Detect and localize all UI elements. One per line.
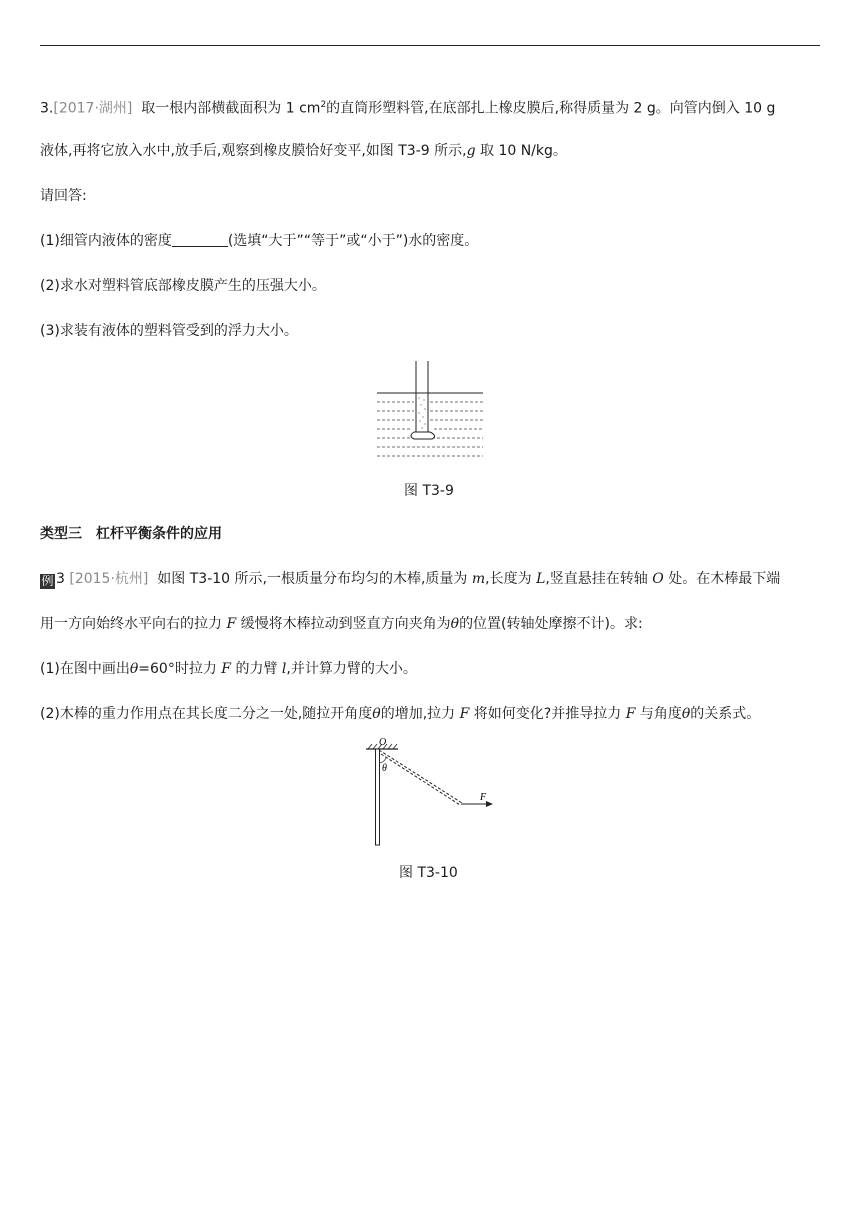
problem3-line2 — [40, 142, 567, 160]
figure-t3-9 — [370, 356, 490, 464]
q1-text: 的力臂 — [231, 661, 282, 677]
answer-blank[interactable] — [172, 232, 228, 247]
symbol-L: L — [536, 571, 546, 587]
figure-caption: 图 T3-10 — [399, 865, 458, 881]
rod-vertical — [376, 749, 380, 845]
rod-dashed — [379, 750, 462, 805]
q2-text: 的增加,拉力 — [380, 706, 460, 722]
label-O: O — [379, 737, 387, 748]
section-title: 类型三 杠杆平衡条件的应用 — [40, 526, 222, 542]
problem-number: 3. — [40, 100, 54, 117]
example-badge: 例 — [41, 574, 54, 588]
symbol-m: m — [471, 571, 486, 587]
example3-line1 — [40, 570, 780, 589]
example3-text: 缓慢将木棒拉动到竖直方向夹角为 — [236, 616, 451, 632]
q1-text: ,并计算力臂的大小。 — [286, 661, 417, 677]
q2-text: 的关系式。 — [690, 706, 761, 722]
example3-text: ,长度为 — [485, 571, 537, 587]
symbol-O: O — [652, 571, 664, 587]
problem3-q2: (2)求水对塑料管底部橡皮膜产生的压强大小。 — [40, 278, 326, 294]
problem3-q1 — [40, 232, 478, 250]
superscript: 2 — [320, 100, 327, 110]
symbol-theta: θ — [372, 706, 381, 722]
problem-source: [2017·湖州] — [53, 100, 133, 117]
problem3-q3: (3)求装有液体的塑料管受到的浮力大小。 — [40, 323, 298, 339]
figure-t3-10 — [360, 733, 505, 848]
problem3-text: 液体,再将它放入水中,放手后,观察到橡皮膜恰好变平,如图 T3-9 所示, — [40, 143, 467, 159]
q1-text: (1)在图中画出 — [40, 661, 130, 677]
example3-text: 的位置(转轴处摩擦不计)。求: — [459, 616, 643, 632]
problem3-prompt: 请回答: — [40, 188, 87, 204]
figure-caption: 图 T3-9 — [404, 483, 454, 499]
example3-text: ,竖直悬挂在转轴 — [545, 571, 653, 587]
label-theta: θ — [382, 763, 387, 774]
example3-line2 — [40, 615, 643, 633]
symbol-F: F — [221, 661, 231, 677]
q2-text: (2)木棒的重力作用点在其长度二分之一处,随拉开角度 — [40, 706, 373, 722]
arrowhead-icon — [486, 801, 493, 807]
q1-text: =60°时拉力 — [138, 661, 222, 677]
symbol-F: F — [459, 706, 470, 722]
symbol-g: g — [466, 143, 476, 159]
example-number: 3 — [56, 571, 65, 587]
label-F: F — [480, 792, 487, 803]
problem3-text: 取 10 N/kg。 — [475, 143, 567, 159]
example3-text: 如图 T3-10 所示,一根质量分布均匀的木棒,质量为 — [157, 571, 472, 587]
example-source: [2015·杭州] — [69, 571, 149, 587]
problem3-text: 取一根内部横截面积为 1 cm — [141, 100, 321, 117]
header-rule — [40, 45, 820, 46]
symbol-F: F — [226, 616, 237, 632]
symbol-l: l — [281, 661, 287, 677]
q1-text: (选填“大于”“等于”或“小于”)水的密度。 — [227, 233, 479, 249]
symbol-theta: θ — [681, 706, 691, 722]
example3-q2 — [40, 705, 760, 723]
symbol-F: F — [625, 706, 636, 722]
problem3-line1 — [40, 96, 775, 118]
q2-text: 将如何变化?并推导拉力 — [469, 706, 626, 722]
q1-text: (1)细管内液体的密度 — [40, 233, 172, 249]
example3-q1 — [40, 660, 417, 678]
symbol-theta: θ — [450, 616, 460, 632]
example3-text: 用一方向始终水平向右的拉力 — [40, 616, 227, 632]
symbol-theta: θ — [129, 661, 139, 677]
problem3-text: 的直筒形塑料管,在底部扎上橡皮膜后,称得质量为 2 g。向管内倒入 10 g — [326, 100, 776, 117]
q2-text: 与角度 — [635, 706, 682, 722]
example3-text: 处。在木棒最下端 — [663, 571, 781, 587]
